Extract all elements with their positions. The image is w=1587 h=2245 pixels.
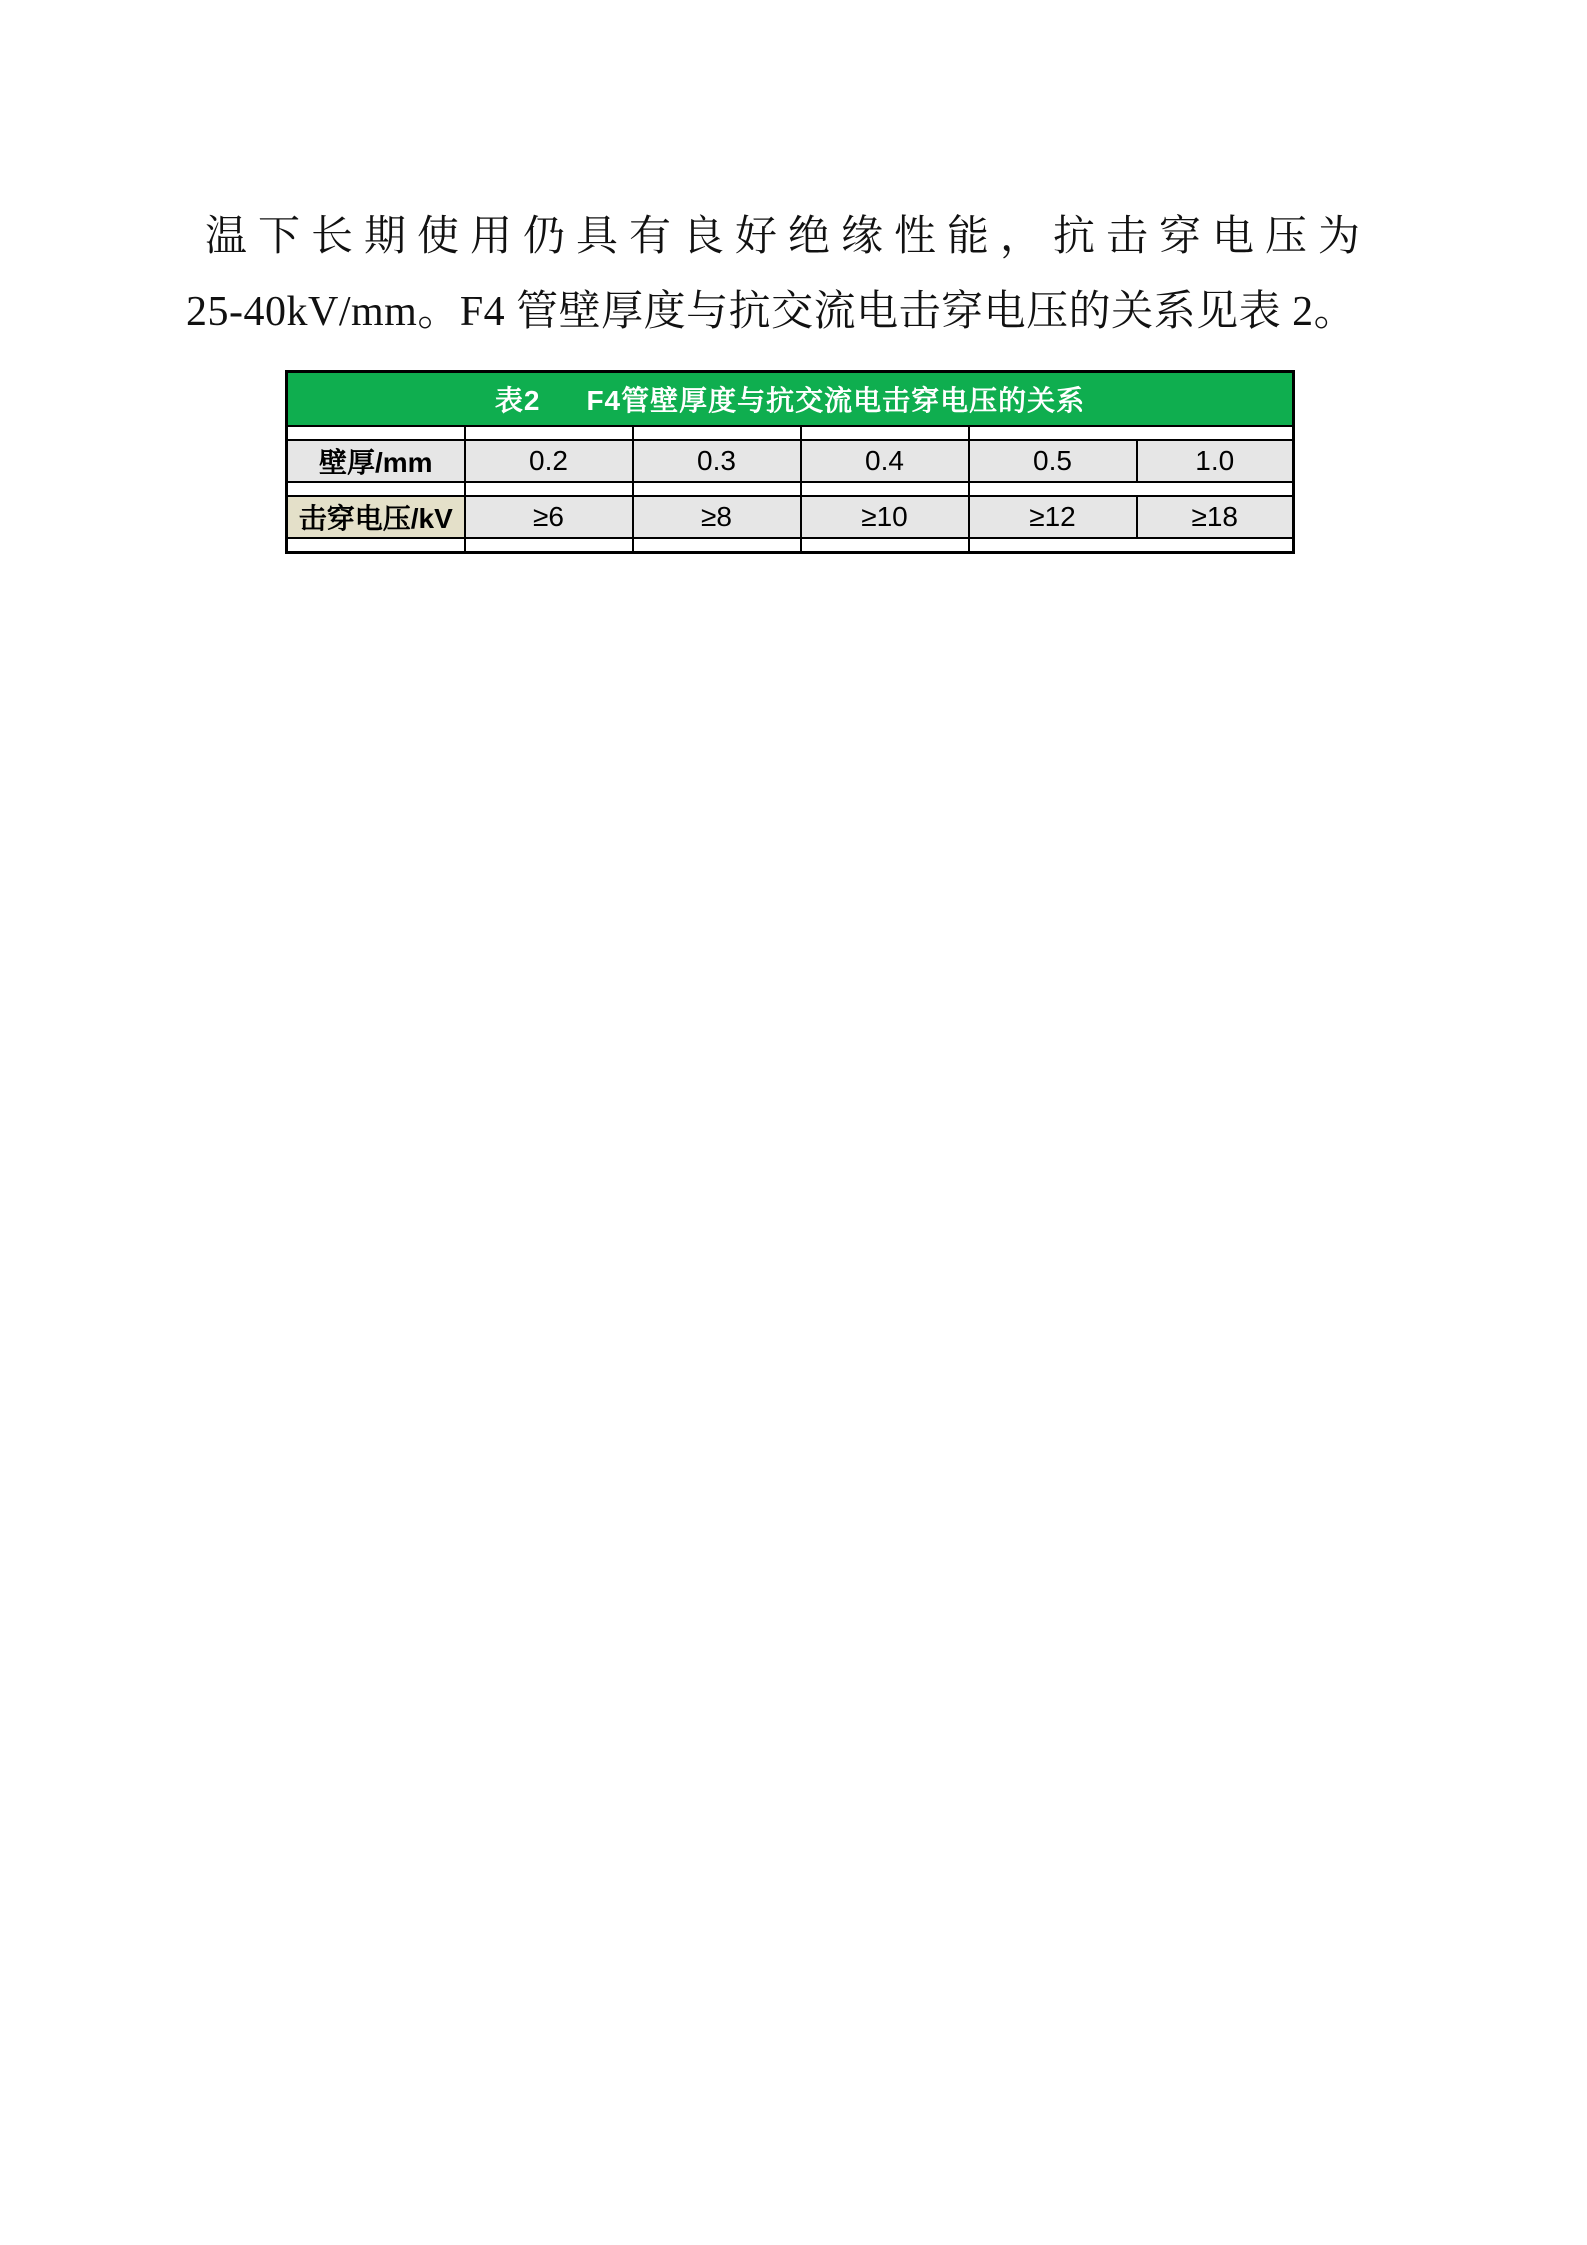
paragraph-line-2: 25-40kV/mm。F4 管壁厚度与抗交流电击穿电压的关系见表 2。 [186, 289, 1357, 335]
table-cell: 0.3 [633, 440, 801, 482]
table-2 [285, 370, 1295, 554]
table-cell: 1.0 [1137, 440, 1294, 482]
spacer-cell [969, 426, 1294, 440]
spacer-cell [465, 538, 633, 553]
table-cell: ≥8 [633, 496, 801, 538]
spacer-cell [287, 538, 465, 553]
spacer-cell [801, 482, 969, 496]
spacer-cell [969, 482, 1294, 496]
table-cell: 0.4 [801, 440, 969, 482]
spacer-cell [633, 482, 801, 496]
table-title [287, 372, 1294, 427]
table-cell: ≥10 [801, 496, 969, 538]
spacer-cell [633, 538, 801, 553]
spacer-cell [633, 426, 801, 440]
table-cell: ≥18 [1137, 496, 1294, 538]
wall-thickness-row [287, 440, 1294, 482]
spacer-cell [465, 426, 633, 440]
table-cell: ≥6 [465, 496, 633, 538]
paragraph-line-1: 温下长期使用仍具有良好绝缘性能，抗击穿电压为 [205, 214, 1372, 260]
spacer-row [287, 538, 1294, 553]
spacer-cell [287, 426, 465, 440]
spacer-cell [969, 538, 1294, 553]
breakdown-voltage-row [287, 496, 1294, 538]
table-cell: 0.5 [969, 440, 1137, 482]
table-title-label: 表2 [494, 385, 541, 416]
spacer-row [287, 482, 1294, 496]
spacer-cell [465, 482, 633, 496]
table-title-text: F4管壁厚度与抗交流电击穿电压的关系 [586, 385, 1086, 416]
row-header-breakdown-voltage: 击穿电压/kV [287, 496, 465, 538]
spacer-cell [801, 538, 969, 553]
spacer-row [287, 426, 1294, 440]
row-header-wall-thickness: 壁厚/mm [287, 440, 465, 482]
table-title-row [287, 372, 1294, 427]
table-cell: ≥12 [969, 496, 1137, 538]
spacer-cell [801, 426, 969, 440]
table-cell: 0.2 [465, 440, 633, 482]
spacer-cell [287, 482, 465, 496]
